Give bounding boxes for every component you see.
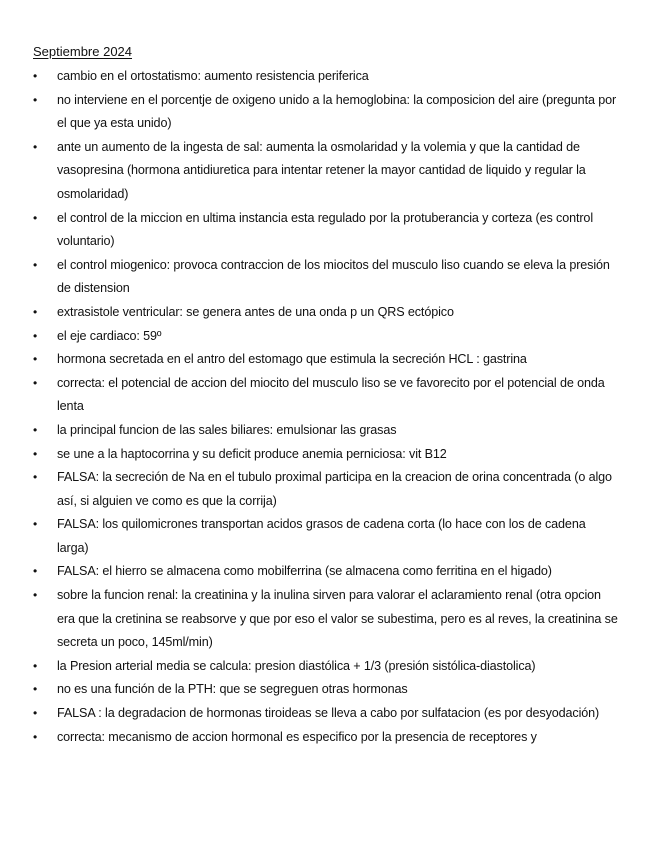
list-item: [33, 136, 618, 207]
bullet-icon: •: [33, 470, 38, 485]
list-item-text: el control miogenico: provoca contraccion de los miocitos del musculo liso cuando se eleva la presión de distension: [57, 257, 610, 296]
list-item: [33, 65, 618, 89]
list-item-text: cambio en el ortostatismo: aumento resistencia periferica: [57, 69, 369, 83]
list-item-text: el control de la miccion en ultima instancia esta regulado por la protuberancia y corteza (es control voluntario): [57, 210, 593, 249]
bullet-icon: •: [33, 564, 38, 579]
bullet-icon: •: [33, 517, 38, 532]
list-item: [33, 513, 618, 560]
list-item: [33, 207, 618, 254]
list-item: [33, 89, 618, 136]
list-item-text: hormona secretada en el antro del estomago que estimula la secreción HCL : gastrina: [57, 352, 527, 367]
list-item-text: el eje cardiaco: 59º: [57, 328, 162, 343]
list-item-text: FALSA: los quilomicrones transportan acidos grasos de cadena corta (lo hace con los de cadena larga): [57, 517, 586, 555]
list-item-text: se une a la haptocorrina y su deficit produce anemia perniciosa: vit B12: [57, 446, 447, 461]
bullet-icon: •: [33, 69, 38, 83]
list-item-text: FALSA: la secreción de Na en el tubulo proximal participa en la creacion de orina concentrada (o algo así, si alguien ve como es que la corrija): [57, 470, 612, 508]
bullet-icon: •: [33, 375, 38, 390]
bullet-icon: •: [33, 706, 38, 721]
list-item-text: FALSA : la degradacion de hormonas tiroideas se lleva a cabo por sulfatacion (es por desyodación): [57, 706, 600, 721]
list-item: [33, 726, 618, 750]
list-item-text: FALSA: el hierro se almacena como mobilferrina (se almacena como ferritina en el higado): [57, 564, 552, 579]
list-item: [33, 301, 618, 325]
bullet-icon: •: [33, 92, 38, 107]
list-item: [33, 325, 618, 349]
list-item: [33, 419, 618, 443]
notes-list: [33, 65, 618, 749]
bullet-icon: •: [33, 658, 38, 673]
list-item: [33, 466, 618, 513]
list-item: [33, 584, 618, 655]
bullet-icon: •: [33, 682, 38, 697]
list-item-text: no es una función de la PTH: que se segreguen otras hormonas: [57, 682, 408, 697]
list-item-text: sobre la funcion renal: la creatinina y la inulina sirven para valorar el aclaramiento renal (otra opcion era que la cretinina se reabsorve y que por eso el valor se subestima, pero es al reves, la creatinina se secreta un poco, 145ml/min): [57, 588, 618, 650]
bullet-icon: •: [33, 304, 38, 319]
page-heading: Septiembre 2024: [33, 44, 133, 59]
list-item-text: la Presion arterial media se calcula: presion diastólica + 1/3 (presión sistólica-diastolica): [57, 658, 536, 673]
list-item-text: correcta: mecanismo de accion hormonal es especifico por la presencia de receptores y: [57, 729, 537, 744]
bullet-icon: •: [33, 729, 38, 744]
bullet-icon: •: [33, 257, 38, 272]
list-item: [33, 348, 618, 372]
list-item: [33, 372, 618, 419]
list-item-text: la principal funcion de las sales biliares: emulsionar las grasas: [57, 422, 397, 437]
list-item: [33, 702, 618, 726]
list-item-text: no interviene en el porcentje de oxigeno unido a la hemoglobina: la composicion del aire (pregunta por el que ya esta unido): [57, 92, 617, 131]
list-item: [33, 254, 618, 301]
list-item-text: extrasistole ventricular: se genera antes de una onda p un QRS ectópico: [57, 304, 454, 319]
bullet-icon: •: [33, 210, 38, 225]
list-item: [33, 678, 618, 702]
bullet-icon: •: [33, 352, 38, 367]
list-item: [33, 560, 618, 584]
bullet-icon: •: [33, 588, 38, 603]
bullet-icon: •: [33, 328, 38, 343]
bullet-icon: •: [33, 139, 38, 154]
bullet-icon: •: [33, 422, 38, 437]
list-item: [33, 443, 618, 467]
bullet-icon: •: [33, 446, 38, 461]
list-item-text: ante un aumento de la ingesta de sal: aumenta la osmolaridad y la volemia y que la cantidad de vasopresina (hormona antidiuretica para intentar retener la mayor cantidad de liquido y regular la osmolaridad): [57, 139, 586, 201]
list-item-text: correcta: el potencial de accion del miocito del musculo liso se ve favorecito por el potencial de onda lenta: [57, 375, 605, 414]
list-item: [33, 655, 618, 679]
